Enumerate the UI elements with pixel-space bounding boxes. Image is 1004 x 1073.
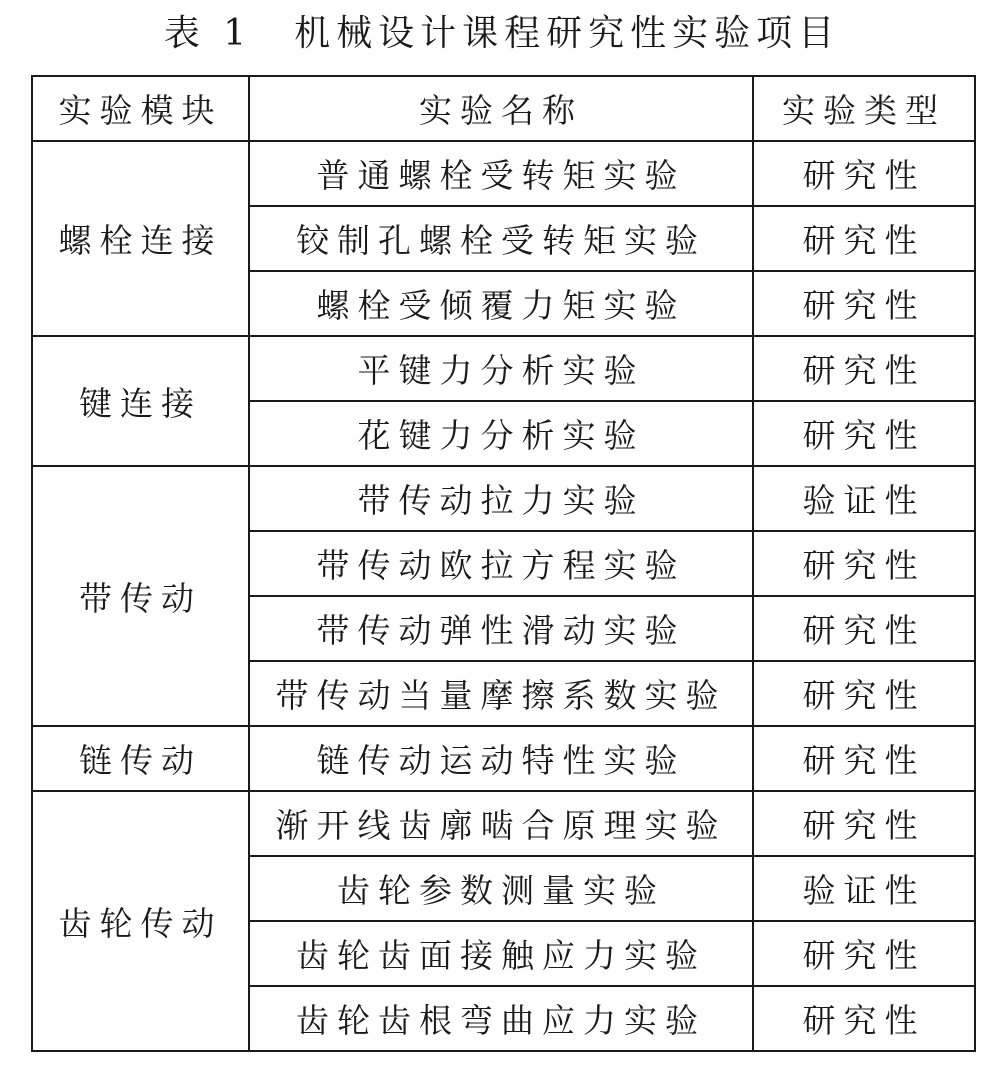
experiment-name-cell: 普通螺栓受转矩实验 — [249, 141, 753, 206]
experiment-type-cell: 研究性 — [753, 921, 975, 986]
experiment-name-cell: 带传动当量摩擦系数实验 — [249, 661, 753, 726]
experiment-name-cell: 齿轮参数测量实验 — [249, 856, 753, 921]
experiment-type-cell: 研究性 — [753, 336, 975, 401]
experiment-name-cell: 齿轮齿根弯曲应力实验 — [249, 986, 753, 1051]
table-row — [32, 336, 975, 401]
experiment-type-cell: 研究性 — [753, 596, 975, 661]
header-module: 实验模块 — [32, 76, 249, 141]
experiment-name-cell: 带传动欧拉方程实验 — [249, 531, 753, 596]
experiment-type-cell: 研究性 — [753, 531, 975, 596]
experiment-type-cell: 研究性 — [753, 271, 975, 336]
table-row — [32, 791, 975, 856]
experiment-name-cell: 渐开线齿廓啮合原理实验 — [249, 791, 753, 856]
header-name: 实验名称 — [249, 76, 753, 141]
header-row — [32, 76, 975, 141]
experiment-name-cell: 花键力分析实验 — [249, 401, 753, 466]
module-cell: 键连接 — [32, 336, 249, 466]
experiment-type-cell: 研究性 — [753, 791, 975, 856]
table-row — [32, 141, 975, 206]
experiment-type-cell: 研究性 — [753, 206, 975, 271]
experiment-name-cell: 链传动运动特性实验 — [249, 726, 753, 791]
module-cell: 链传动 — [32, 726, 249, 791]
experiment-type-cell: 研究性 — [753, 141, 975, 206]
experiment-type-cell: 验证性 — [753, 466, 975, 531]
experiment-name-cell: 带传动拉力实验 — [249, 466, 753, 531]
experiment-table — [31, 75, 976, 1052]
header-type: 实验类型 — [753, 76, 975, 141]
experiment-name-cell: 平键力分析实验 — [249, 336, 753, 401]
module-cell: 螺栓连接 — [32, 141, 249, 336]
table-row — [32, 466, 975, 531]
experiment-name-cell: 铰制孔螺栓受转矩实验 — [249, 206, 753, 271]
module-cell: 齿轮传动 — [32, 791, 249, 1051]
experiment-type-cell: 研究性 — [753, 986, 975, 1051]
module-cell: 带传动 — [32, 466, 249, 726]
experiment-name-cell: 齿轮齿面接触应力实验 — [249, 921, 753, 986]
experiment-type-cell: 研究性 — [753, 661, 975, 726]
table-caption: 表 1 机械设计课程研究性实验项目 — [163, 13, 841, 54]
table-row — [32, 726, 975, 791]
experiment-name-cell: 带传动弹性滑动实验 — [249, 596, 753, 661]
experiment-name-cell: 螺栓受倾覆力矩实验 — [249, 271, 753, 336]
experiment-type-cell: 验证性 — [753, 856, 975, 921]
experiment-type-cell: 研究性 — [753, 726, 975, 791]
experiment-type-cell: 研究性 — [753, 401, 975, 466]
